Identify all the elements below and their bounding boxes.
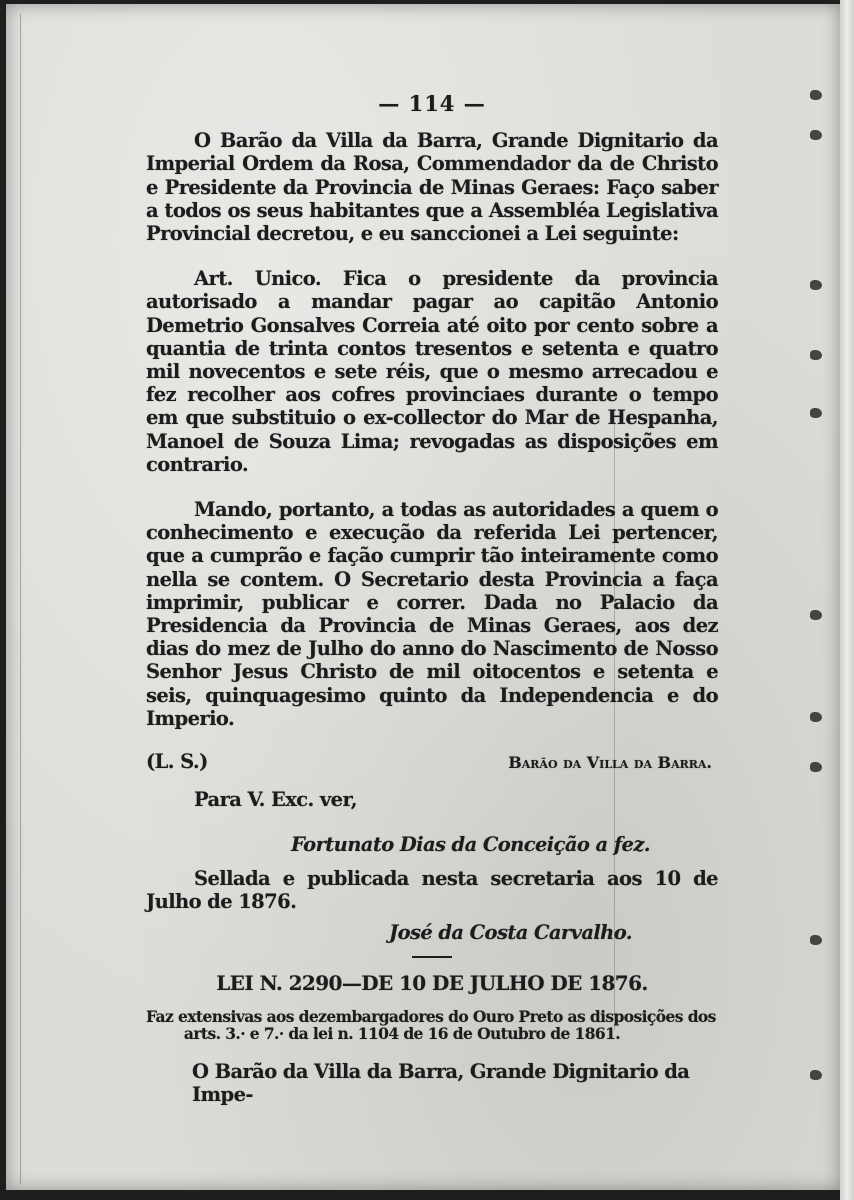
ink-speck xyxy=(810,762,822,772)
document-body xyxy=(146,92,718,1106)
scan-margin-line xyxy=(20,14,21,1184)
section-divider xyxy=(412,956,452,958)
secretary-signature: José da Costa Carvalho. xyxy=(388,921,632,945)
ink-speck xyxy=(810,408,822,418)
publication-paragraph: Sellada e publicada nesta secretaria aos 10 de Julho de 1876. xyxy=(146,866,718,913)
ink-speck xyxy=(810,130,822,140)
binding-marks xyxy=(796,90,826,1090)
intro-paragraph: O Barão da Villa da Barra, Grande Dignitario da Imperial Ordem da Rosa, Commendador da de Christo e Presidente da Provincia de Minas Geraes: Faço saber a todos os seus habitantes que a Assembléa Legislativa Provincial decretou, e eu sanccionei a Lei seguinte: xyxy=(146,129,718,246)
ink-speck xyxy=(810,610,822,620)
law-summary-line-1: Faz extensivas aos dezembargadores do Ouro Preto as disposições dos xyxy=(146,1006,716,1026)
continuation-line: O Barão da Villa da Barra, Grande Dignitario da Impe- xyxy=(192,1059,690,1106)
law-summary-line-2: arts. 3.· e 7.· da lei n. 1104 de 16 de Outubro de 1861. xyxy=(183,1023,621,1043)
ink-speck xyxy=(810,935,822,945)
law-summary xyxy=(146,1008,718,1042)
ink-speck xyxy=(810,712,822,722)
ink-speck xyxy=(810,1070,822,1080)
law-title: LEI N. 2290—DE 10 DE JULHO DE 1876. xyxy=(216,971,648,996)
ink-speck xyxy=(810,350,822,360)
page-number: — 114 — xyxy=(378,91,486,116)
ink-speck xyxy=(810,90,822,100)
mando-paragraph: Mando, portanto, a todas as autoridades a quem o conhecimento e execução da referida Lei pertencer, que a cumprão e fação cumprir tão inteiramente como nella se contem. O Secretario desta Provincia a faça imprimir, publicar e correr. Dada no Palacio da Presidencia da Provincia de Minas Geraes, aos dez dias do mez de Julho do anno do Nascimento de Nosso Senhor Jesus Christo de mil oitocentos e setenta e seis, quinquagesimo quinto da Independencia e do Imperio. xyxy=(146,498,718,730)
para-ver-line: Para V. Exc. ver, xyxy=(194,788,357,812)
seal-mark: (L. S.) xyxy=(146,750,208,774)
scribe-line: Fortunato Dias da Conceição a fez. xyxy=(290,833,650,857)
article-paragraph: Art. Unico. Fica o presidente da provincia autorisado a mandar pagar ao capitão Antonio Demetrio Gonsalves Correia até oito por cento sobre a quantia de trinta contos tresentos e setenta e quatro mil novecentos e sete réis, que o mesmo arrecadou e fez recolher aos cofres provinciaes durante o tempo em que substituio o ex-collector do Mar de Hespanha, Manoel de Souza Lima; revogadas as disposições em contrario. xyxy=(146,267,718,476)
seal-row xyxy=(146,750,718,774)
page-edge xyxy=(840,0,854,1200)
signer-name: Barão da Villa da Barra. xyxy=(508,753,712,773)
ink-speck xyxy=(810,280,822,290)
